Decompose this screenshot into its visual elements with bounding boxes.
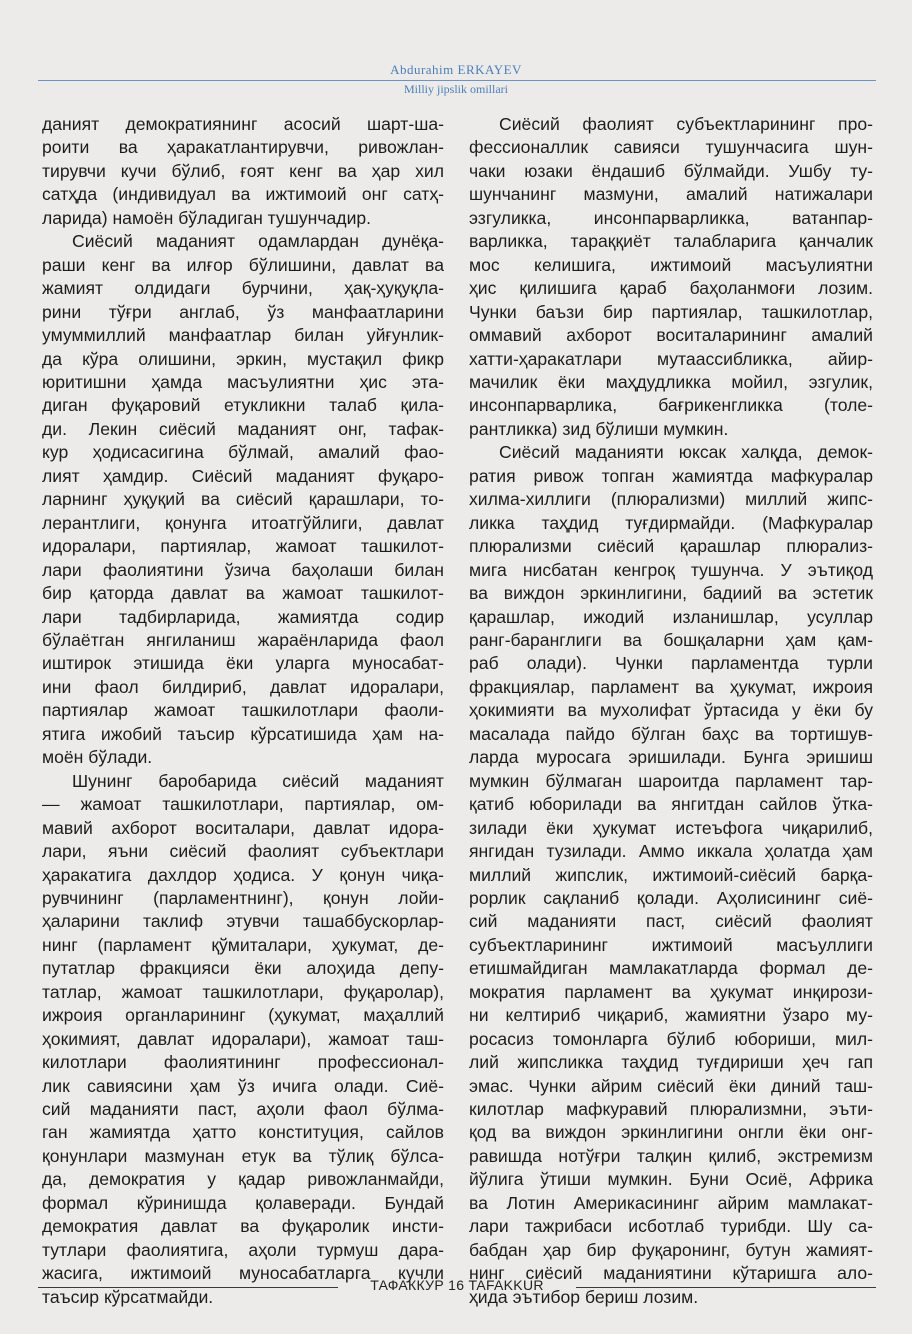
text-line: таъсир кўрсатмайди. <box>42 1286 214 1307</box>
header-subtitle: Milliy jipslik omillari <box>403 82 508 96</box>
text-line: ранг-баранглиги ва бошқаларни ҳам қам- <box>469 629 873 650</box>
text-line: ратия ривож топган жамиятда мафкуралар <box>469 465 873 486</box>
text-line: ҳаларини таклиф этувчи ташаббускорлар- <box>42 911 444 932</box>
text-line: роити ва ҳаракатлантирувчи, ривожлан- <box>42 137 444 158</box>
text-line: бўлаётган янгиланиш жараёнларида фаол <box>42 629 444 650</box>
text-line: мократия парламент ва ҳукумат инқирози- <box>469 981 873 1002</box>
text-line: татлар, жамоат ташкилотлари, фуқаролар), <box>42 981 444 1002</box>
text-line: мумкин бўлмаган шароитда парламент тар- <box>469 770 873 791</box>
text-line: йўлига ўтиши мумкин. Буни Осиё, Африка <box>469 1169 873 1190</box>
text-line: қонунлари мазмунан етук ва тўлиқ бўлса- <box>42 1145 444 1166</box>
text-line: ни келтириб чиқариб, жамиятни ўзаро му- <box>469 1005 873 1026</box>
text-line: ва Лотин Америкасининг айрим мамлакат- <box>469 1192 873 1213</box>
text-line: ҳокимият, давлат идоралари), жамоат таш- <box>42 1028 444 1049</box>
text-line: ятига ижобий таъсир кўрсатишида ҳам на- <box>42 723 444 744</box>
text-line: мачилик ёки маҳдудликка мойил, эзгулик, <box>469 371 873 392</box>
text-line: эзгуликка, инсонпарварликка, ватанпар- <box>469 207 873 228</box>
text-line: равишда нотўғри талқин қилиб, экстремизм <box>469 1145 873 1166</box>
text-line: бабдан ҳар бир фуқаронинг, бутун жамият- <box>469 1239 873 1260</box>
right-text-column <box>469 113 873 1309</box>
text-line: да кўра олишини, эркин, мустақил фикр <box>42 348 444 369</box>
text-line: ди. Лекин сиёсий маданият онг, тафак- <box>42 418 444 439</box>
text-line: қод ва виждон эркинлигини онгли ёки онг- <box>469 1122 873 1143</box>
text-line: етишмайдиган мамлакатларда формал де- <box>469 958 873 979</box>
text-line: чаки юзаки ёндашиб бўлмайди. Ушбу ту- <box>469 160 873 181</box>
text-line: жамият олдидаги бурчини, ҳақ-ҳуқуқла- <box>42 278 444 299</box>
text-line: Чунки баъзи бир партиялар, ташкилотлар, <box>469 301 873 322</box>
text-line: ларида) намоён бўладиган тушунчадир. <box>42 207 372 228</box>
footer-rule-right <box>576 1287 876 1288</box>
text-line: моён бўлади. <box>42 747 153 768</box>
text-line: қатиб юборилади ва янгитдан сайлов ўтка- <box>469 794 873 815</box>
text-line: росасиз томонларга бўлиб юбориши, мил- <box>469 1028 873 1049</box>
text-line: масалада пайдо бўлган баҳс ва тортишув- <box>469 723 873 744</box>
text-line: мига нисбатан кенгроқ тушунча. У эътиқод <box>469 559 873 580</box>
text-line: ларда муросага эришилади. Бунга эришиш <box>469 747 873 768</box>
text-line: рини тўғри англаб, ўз манфаатларини <box>42 301 444 322</box>
text-line: сий маданияти паст, аҳоли фаол бўлма- <box>42 1099 444 1120</box>
header-divider <box>38 80 876 81</box>
text-line: нинг сиёсий маданиятини кўтаришга ало- <box>469 1263 873 1284</box>
text-line: бир қаторда давлат ва жамоат ташкилот- <box>42 583 444 604</box>
text-line: эмас. Чунки айрим сиёсий ёки диний таш- <box>469 1075 873 1096</box>
text-line: қарашлар, ижодий изланишлар, усуллар <box>469 606 873 627</box>
text-line: диган фуқаровий етукликни талаб қила- <box>42 395 444 416</box>
text-line: идоралари, партиялар, жамоат ташкилот- <box>42 536 444 557</box>
text-line: Шунинг баробарида сиёсий маданият <box>72 770 444 791</box>
text-line: килотлари фаолиятининг профессионал- <box>42 1052 444 1073</box>
text-line: рувчининг (парламентнинг), қонун лойи- <box>42 887 444 908</box>
text-line: иштирок этишида ёки уларга муносабат- <box>42 653 444 674</box>
text-line: ҳида эътибор бериш лозим. <box>469 1286 699 1307</box>
text-line: Сиёсий маданияти юксак халқда, демок- <box>499 442 873 463</box>
header-author: Abdurahim ERKAYEV <box>390 62 522 77</box>
text-line: даният демократиянинг асосий шарт-ша- <box>42 114 444 134</box>
text-line: зилади ёки ҳукумат истеъфога чиқарилиб, <box>469 817 873 838</box>
text-line: юритишни ҳамда масъулиятни ҳис эта- <box>42 371 444 392</box>
left-text-column <box>42 113 444 1309</box>
text-line: субъектларининг ижтимоий масъуллиги <box>469 934 873 955</box>
text-line: путатлар фракцияси ёки алоҳида депу- <box>42 958 444 979</box>
text-line: ликка таҳдид туғдирмайди. (Мафкуралар <box>469 512 873 533</box>
text-line: плюрализми сиёсий қарашлар плюрализ- <box>469 536 873 557</box>
text-line: рантликка) зид бўлиши мумкин. <box>469 418 729 439</box>
text-line: хилма-хиллиги (плюрализми) миллий жипс- <box>469 489 873 510</box>
text-line: ҳис қилишига қараб баҳоланмоғи лозим. <box>469 278 873 299</box>
text-line: лари фаолиятини ўзича баҳолаши билан <box>42 559 444 580</box>
text-line: фракциялар, парламент ва ҳукумат, ижроия <box>469 676 873 697</box>
text-line: хатти-ҳаракатлари мутаассибликка, айир- <box>469 348 873 369</box>
text-line: умуммиллий манфаатлар билан уйғунлик- <box>42 325 444 346</box>
text-line: демократия давлат ва фуқаролик инсти- <box>42 1216 444 1237</box>
page-footer <box>38 1277 876 1297</box>
text-line: лари тадбирларида, жамиятда содир <box>42 606 444 627</box>
text-line: шунчанинг мазмуни, амалий натижалари <box>469 184 873 205</box>
text-line: мос келишига, ижтимоий масъулиятни <box>469 254 873 275</box>
text-line: килотлар мафкуравий плюрализмни, эъти- <box>469 1099 873 1120</box>
text-line: ган жамиятда ҳатто конституция, сайлов <box>42 1122 444 1143</box>
text-line: раши кенг ва илғор бўлишини, давлат ва <box>42 254 444 275</box>
text-line: раб олади). Чунки парламентда турли <box>469 653 873 674</box>
text-line: формал кўринишда қолаверади. Бундай <box>42 1192 444 1213</box>
text-line: янгидан тузилади. Аммо иккала ҳолатда ҳам <box>469 841 873 862</box>
text-line: Сиёсий маданият одамлардан дунёқа- <box>72 231 444 252</box>
text-line: Сиёсий фаолият субъектларининг про- <box>499 114 873 134</box>
text-line: рорлик сақланиб қолади. Аҳолисининг сиё- <box>469 887 873 908</box>
text-line: мавий ахборот воситалари, давлат идора- <box>42 817 444 838</box>
text-line: ларнинг ҳуқуқий ва сиёсий қарашлари, то- <box>42 489 444 510</box>
text-line: сатҳда (индивидуал ва ижтимоий онг сатҳ- <box>42 184 444 205</box>
text-line: тутлари фаолиятига, аҳоли турмуш дара- <box>42 1239 444 1260</box>
text-line: ини фаол билдириб, давлат идоралари, <box>42 676 444 697</box>
text-line: жасига, ижтимоий муносабатларга кучли <box>42 1263 444 1284</box>
text-line: ҳаракатига дахлдор ҳодиса. У қонун чиқа- <box>42 864 444 885</box>
text-line: оммавий ахборот воситаларининг амалий <box>469 325 873 346</box>
text-line: ва виждон эркинлигини, бадиий ва эстетик <box>469 583 873 604</box>
text-line: лари тажрибаси исботлаб турибди. Шу са- <box>469 1216 873 1237</box>
text-line: партиялар жамоат ташкилотлари фаоли- <box>42 700 444 721</box>
text-line: да, демократия у қадар ривожланмайди, <box>42 1169 444 1190</box>
text-line: сий маданияти паст, сиёсий фаолият <box>469 911 873 932</box>
text-line: ижроия органларининг (ҳукумат, маҳаллий <box>42 1005 444 1026</box>
text-line: фессионаллик савияси тушунчасига шун- <box>469 137 873 158</box>
text-line: кур ҳодисасигина бўлмай, амалий фао- <box>42 442 444 463</box>
text-line: ҳокимияти ва мухолифат ўртасида у ёки бу <box>469 700 873 721</box>
text-line: варликка, тараққиёт талабларига қанчалик <box>469 231 873 252</box>
text-line: нинг (парламент қўмиталари, ҳукумат, де- <box>42 934 444 955</box>
text-line: миллий жипслик, ижтимоий-сиёсий барқа- <box>469 864 873 885</box>
text-line: лари, яъни сиёсий фаолият субъектлари <box>42 841 444 862</box>
text-line: — жамоат ташкилотлари, партиялар, ом- <box>42 794 444 815</box>
text-line: тирувчи кучи бўлиб, ғоят кенг ва ҳар хил <box>42 160 444 181</box>
text-line: инсонпарварлика, бағрикенгликка (толе- <box>469 395 873 416</box>
text-line: лерантлиги, қонунга итоатгўйлиги, давлат <box>42 512 444 533</box>
text-line: лий жипсликка таҳдид туғдириши ҳеч гап <box>469 1052 873 1073</box>
footer-page-label: ТАФАККУР 16 TAFAKKUR <box>370 1277 544 1293</box>
text-line: лик савиясини ҳам ўз ичига олади. Сиё- <box>42 1075 444 1096</box>
text-line: лият ҳамдир. Сиёсий маданият фуқаро- <box>42 465 444 486</box>
